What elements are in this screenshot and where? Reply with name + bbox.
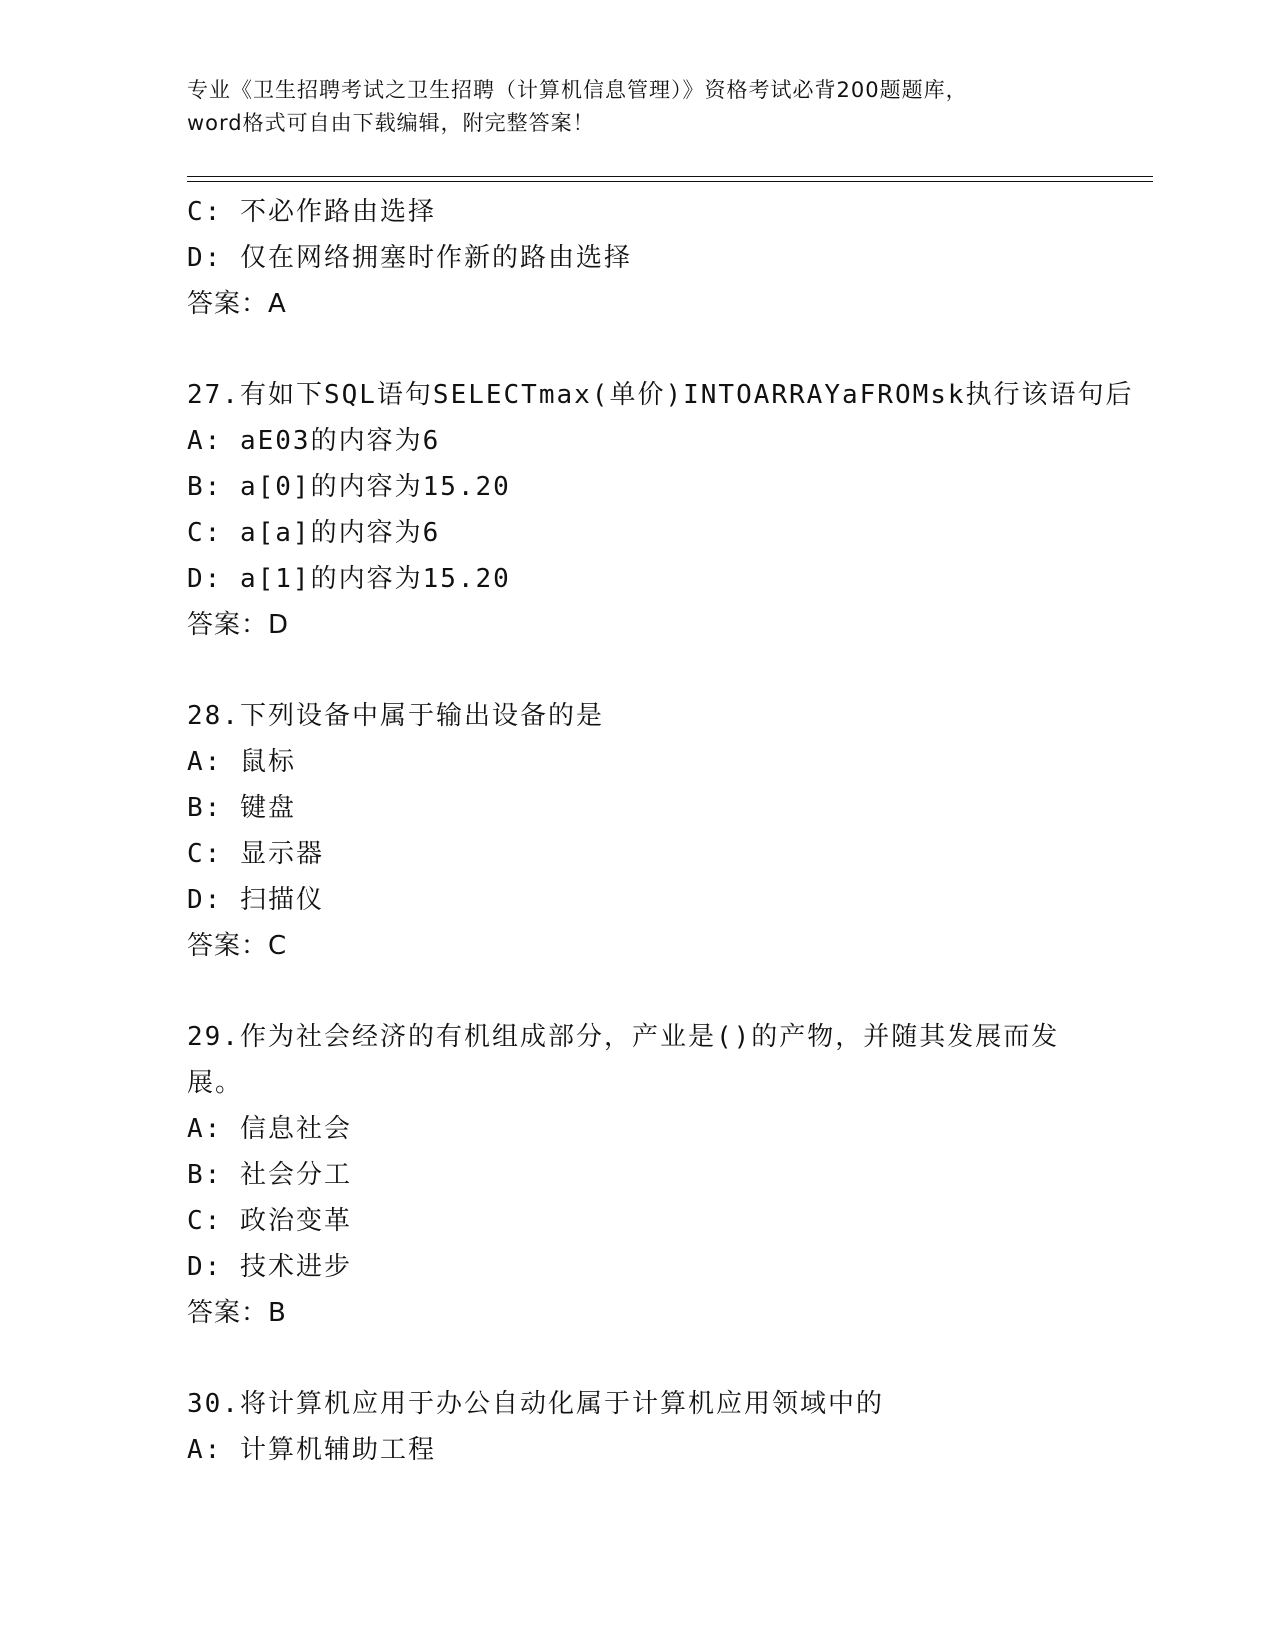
- header-divider-top: [187, 176, 1153, 177]
- question-block: [187, 1014, 1087, 1336]
- answer-line: 答案：C: [187, 931, 288, 961]
- option-a: A: 信息社会: [187, 1114, 352, 1144]
- option-a: A: 鼠标: [187, 747, 296, 777]
- question-stem: 28.下列设备中属于输出设备的是: [187, 701, 604, 731]
- spacer: [187, 1336, 1087, 1381]
- question-stem: 27.有如下SQL语句SELECTmax(单价)INTOARRAYaFROMsk执行该语句后: [187, 380, 1134, 410]
- option-b: B: 社会分工: [187, 1160, 352, 1190]
- question-block: [187, 693, 1087, 969]
- answer-line: 答案：B: [187, 1298, 287, 1328]
- answer-line: 答案：A: [187, 289, 287, 319]
- option-b: B: 键盘: [187, 793, 296, 823]
- question-block: [187, 1381, 1087, 1473]
- option-c: C: 不必作路由选择: [187, 197, 436, 227]
- header-line-1: 专业《卫生招聘考试之卫生招聘（计算机信息管理）》资格考试必背200题题库，: [187, 78, 968, 102]
- option-d: D: 扫描仪: [187, 885, 324, 915]
- question-stem: 30.将计算机应用于办公自动化属于计算机应用领域中的: [187, 1389, 884, 1419]
- option-c: C: 政治变革: [187, 1206, 352, 1236]
- option-d: D: a[1]的内容为15.20: [187, 564, 511, 594]
- spacer: [187, 327, 1087, 372]
- answer-line: 答案：D: [187, 610, 290, 640]
- question-list: [187, 189, 1134, 1473]
- spacer: [187, 969, 1087, 1014]
- option-a: A: 计算机辅助工程: [187, 1435, 436, 1465]
- header-divider-bottom: [187, 181, 1153, 182]
- option-d: D: 技术进步: [187, 1252, 352, 1282]
- option-c: C: 显示器: [187, 839, 324, 869]
- option-d: D: 仅在网络拥塞时作新的路由选择: [187, 243, 632, 273]
- option-b: B: a[0]的内容为15.20: [187, 472, 511, 502]
- question-block: [187, 372, 1134, 648]
- document-header: [187, 74, 1087, 140]
- option-a: A: aE03的内容为6: [187, 426, 441, 456]
- question-stem: 29.作为社会经济的有机组成部分，产业是()的产物，并随其发展而发展。: [187, 1022, 1060, 1098]
- spacer: [187, 648, 1087, 693]
- option-c: C: a[a]的内容为6: [187, 518, 441, 548]
- header-line-2: word格式可自由下载编辑，附完整答案！: [187, 111, 595, 135]
